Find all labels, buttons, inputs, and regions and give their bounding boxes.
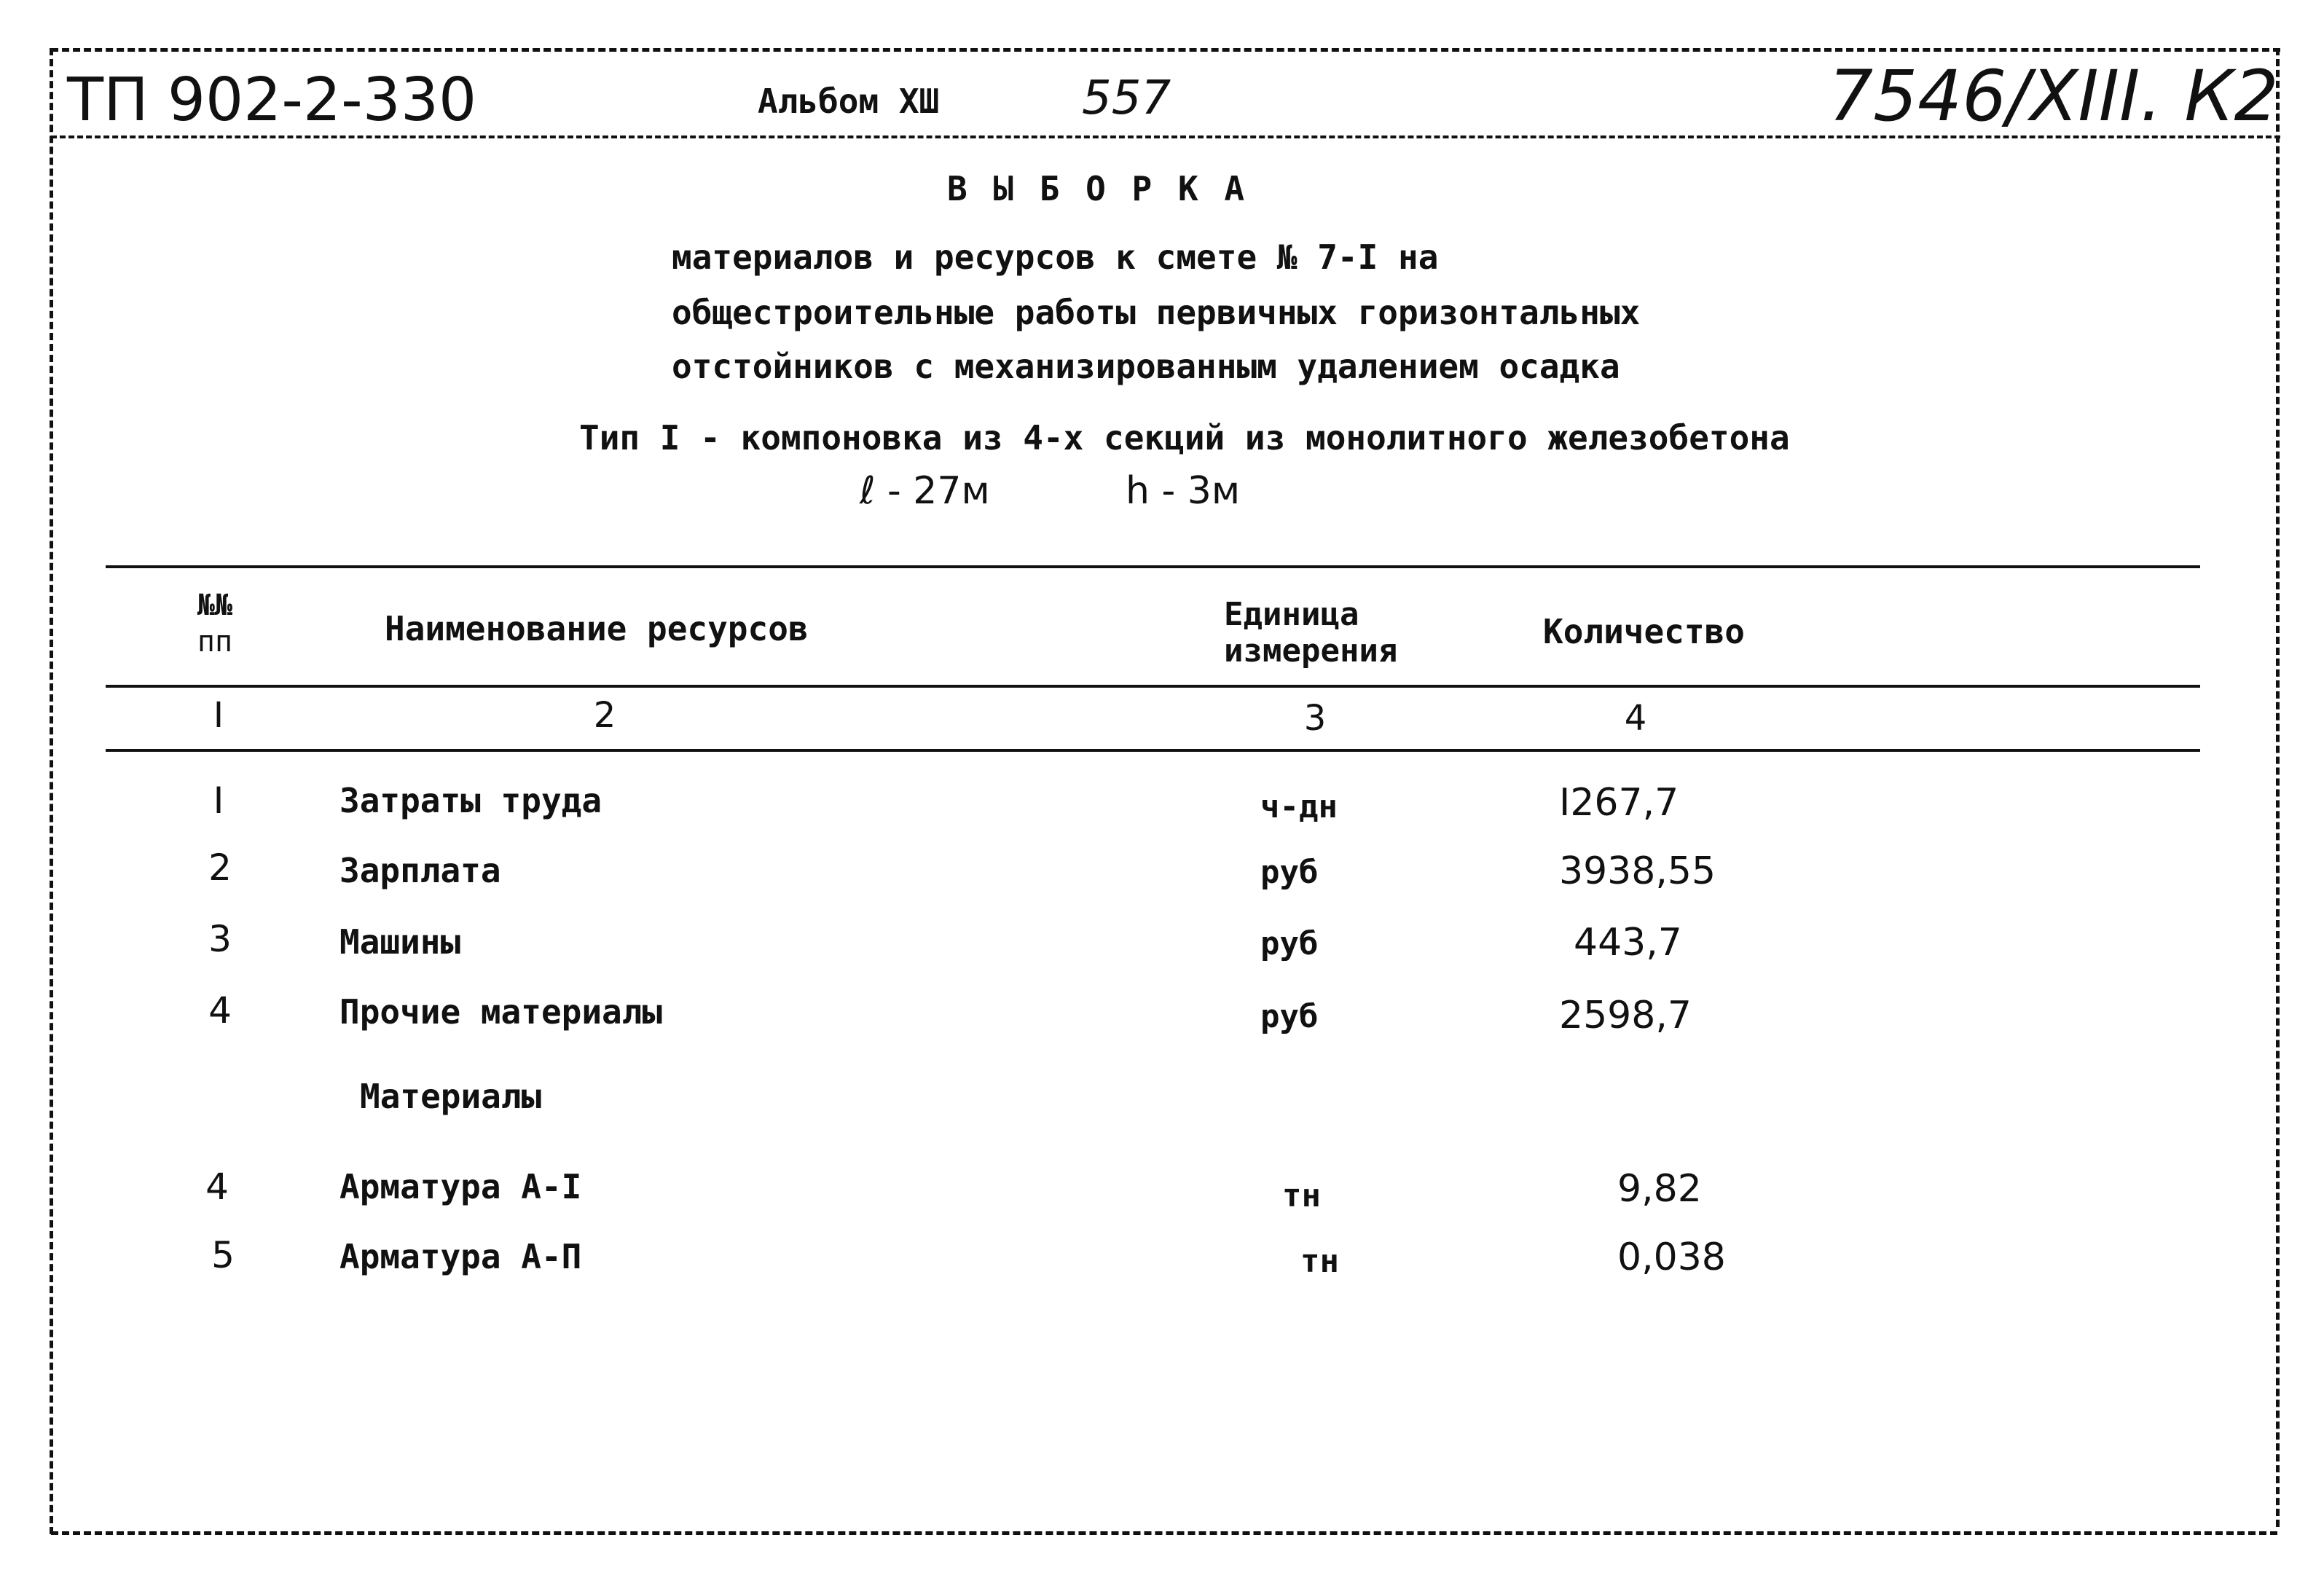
document-code: ТП 902-2-330 (67, 66, 477, 135)
header-unit-line1: Единица (1224, 596, 1359, 633)
row-unit: руб (1260, 998, 1319, 1035)
header-name: Наименование ресурсов (385, 609, 809, 648)
dimension-length: ℓ - 27м (860, 469, 990, 513)
row-num: 4 (208, 989, 232, 1032)
materials-section-label: Материалы (360, 1077, 542, 1116)
row-quantity: 0,038 (1617, 1236, 1726, 1279)
row-num: 4 (205, 1166, 229, 1208)
row-quantity: 9,82 (1617, 1167, 1702, 1211)
row-unit: ч-дн (1260, 788, 1338, 825)
table-column-number-rule (106, 749, 2200, 752)
title-line-3: отстойников с механизированным удалением осадка (672, 347, 1620, 386)
header-unit-line2: измерения (1224, 632, 1398, 669)
row-name: Прочие материалы (339, 992, 663, 1032)
row-num: 3 (208, 918, 232, 960)
row-unit: тн (1282, 1177, 1321, 1214)
row-quantity: 2598,7 (1559, 994, 1692, 1037)
title-line-2: общестроительные работы первичных горизонтальных (672, 293, 1641, 332)
album-label: Альбом XШ (758, 82, 940, 121)
title-line-1: материалов и ресурсов к смете № 7-I на (672, 237, 1439, 277)
row-num: I (213, 779, 224, 822)
row-unit: тн (1300, 1243, 1339, 1280)
frame-left-border (50, 48, 53, 1534)
row-num: 5 (211, 1234, 235, 1276)
row-quantity: 443,7 (1574, 921, 1682, 965)
row-name: Затраты труда (339, 781, 602, 820)
document-heading: В Ы Б О Р К А (947, 169, 1248, 208)
row-quantity: 3938,55 (1559, 849, 1716, 893)
column-number-4: 4 (1624, 698, 1647, 739)
row-name: Машины (339, 922, 461, 962)
header-quantity: Количество (1543, 612, 1745, 651)
row-name: Арматура А-I (339, 1167, 582, 1206)
column-number-2: 2 (593, 695, 616, 736)
archive-number: 7546/XIII. К2 (1829, 55, 2279, 137)
table-top-rule (106, 565, 2200, 568)
row-name: Зарплата (339, 851, 501, 890)
row-num: 2 (208, 847, 232, 889)
table-header-rule (106, 685, 2200, 688)
row-quantity: I267,7 (1559, 781, 1679, 825)
frame-right-border (2276, 48, 2280, 1527)
frame-bottom-border (51, 1531, 2277, 1535)
header-num-line1: №№ (197, 589, 233, 622)
type-description: Тип I - компоновка из 4-х секций из монолитного железобетона (579, 418, 1790, 457)
column-number-3: 3 (1303, 698, 1327, 739)
row-name: Арматура А-П (339, 1237, 582, 1276)
header-num-line2: пп (197, 625, 233, 659)
row-unit: руб (1260, 925, 1319, 962)
page-number: 557 (1082, 71, 1171, 125)
frame-top-border (51, 48, 2280, 52)
dimension-height: h - 3м (1126, 469, 1241, 513)
row-unit: руб (1260, 854, 1319, 891)
column-number-1: I (213, 695, 224, 736)
